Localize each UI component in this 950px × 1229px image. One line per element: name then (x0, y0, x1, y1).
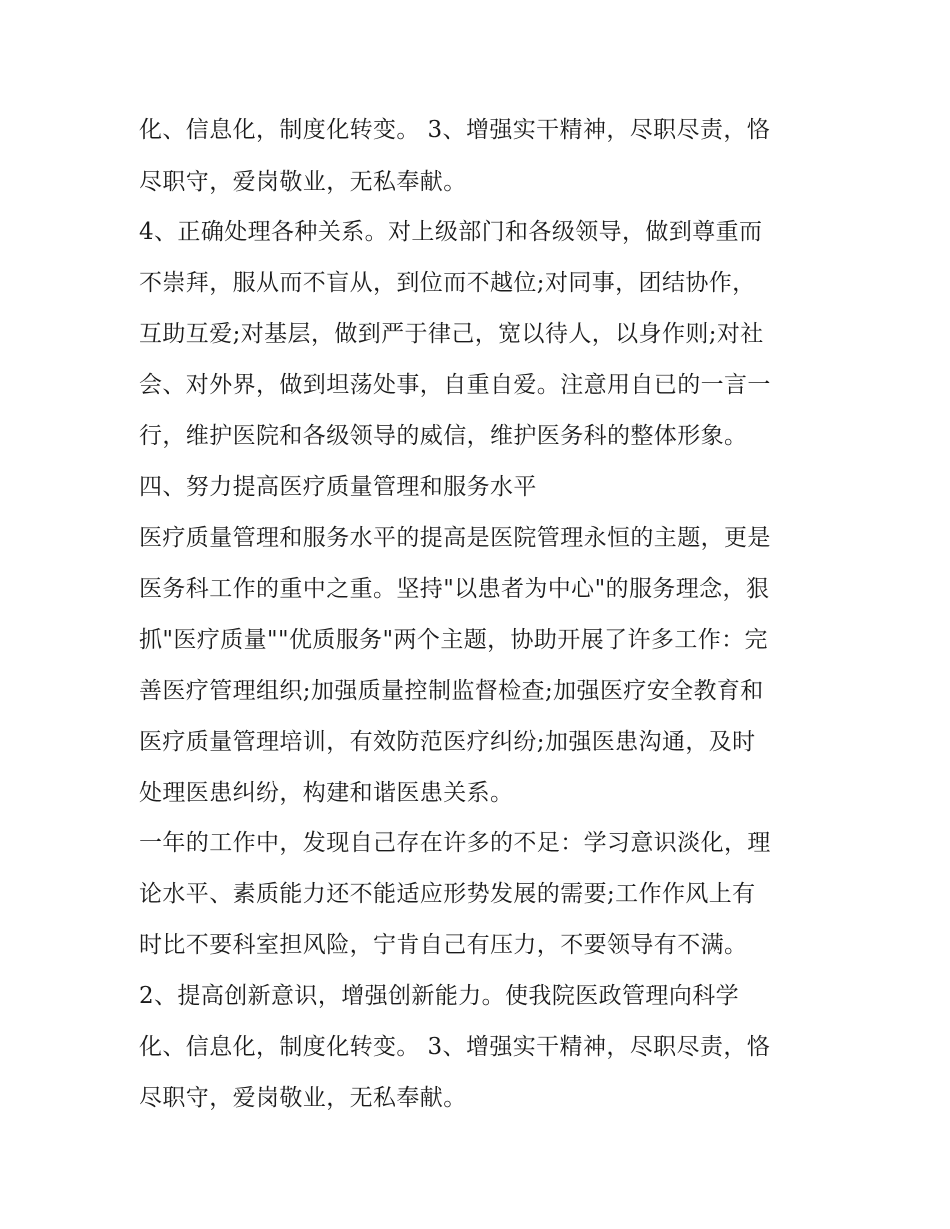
text-line: 论水平、素质能力还不能适应形势发展的需要;工作作风上有 (139, 881, 756, 907)
text-line: 抓"医疗质量""优质服务"两个主题，协助开展了许多工作：完 (139, 627, 768, 653)
text-line: 一年的工作中，发现自己存在许多的不足：学习意识淡化，理 (139, 830, 771, 856)
section-heading: 四、努力提高医疗质量管理和服务水平 (139, 474, 537, 500)
text-line: 尽职守，爱岗敬业，无私奉献。 (139, 169, 467, 195)
text-line: 医务科工作的重中之重。坚持"以患者为中心"的服务理念，狠 (139, 576, 770, 602)
text-line: 医疗质量管理培训，有效防范医疗纠纷;加强医患沟通，及时 (139, 729, 756, 755)
text-line: 化、信息化，制度化转变。 3、增强实干精神，尽职尽责，恪 (139, 117, 771, 143)
text-line: 互助互爱;对基层，做到严于律己，宽以待人，以身作则;对社 (139, 321, 764, 347)
text-line: 善医疗管理组织;加强质量控制监督检查;加强医疗安全教育和 (139, 678, 764, 704)
text-line: 处理医患纠纷，构建和谐医患关系。 (139, 780, 514, 806)
text-line: 化、信息化，制度化转变。 3、增强实干精神，尽职尽责，恪 (139, 1034, 771, 1060)
text-line: 2、提高创新意识，增强创新能力。使我院医政管理向科学 (139, 983, 740, 1009)
text-line: 医疗质量管理和服务水平的提高是医院管理永恒的主题，更是 (139, 525, 771, 551)
text-line: 不崇拜，服从而不盲从，到位而不越位;对同事，团结协作， (139, 270, 756, 296)
text-line: 时比不要科室担风险，宁肯自己有压力，不要领导有不满。 (139, 932, 748, 958)
text-line: 4、正确处理各种关系。对上级部门和各级领导，做到尊重而 (139, 219, 763, 245)
text-line: 会、对外界，做到坦荡处事，自重自爱。注意用自已的一言一 (139, 372, 771, 398)
text-line: 行，维护医院和各级领导的威信，维护医务科的整体形象。 (139, 423, 748, 449)
text-line: 尽职守，爱岗敬业，无私奉献。 (139, 1085, 467, 1111)
